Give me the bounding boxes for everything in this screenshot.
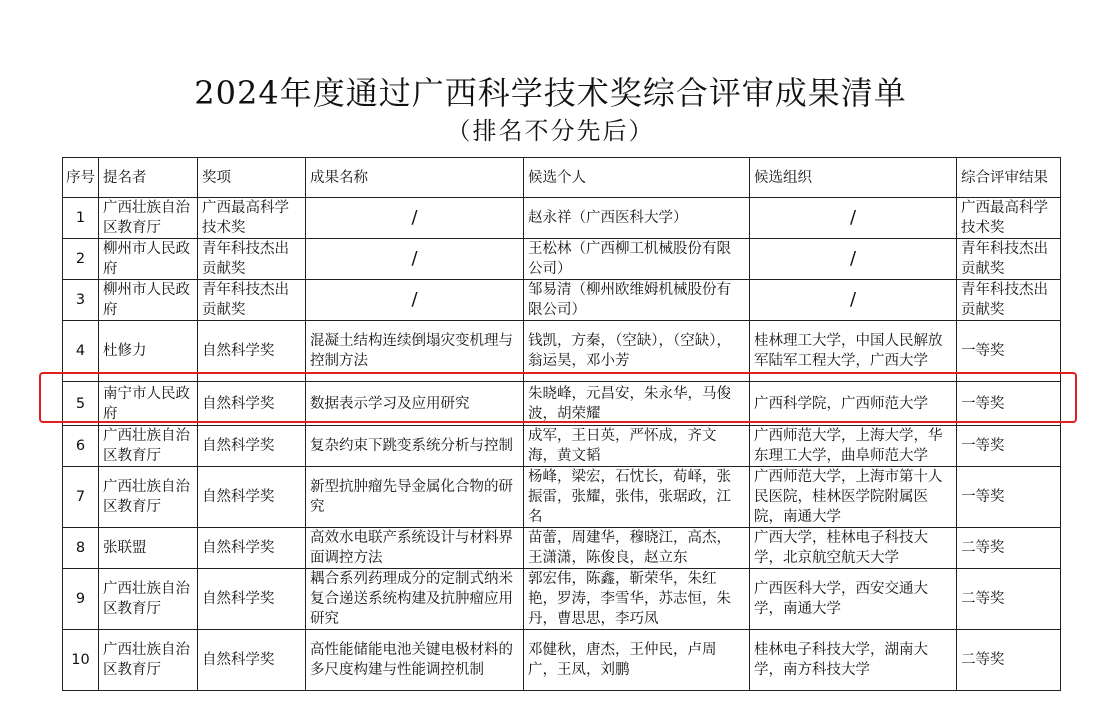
cell-achievement: 耦合系列药理成分的定制式纳米复合递送系统构建及抗肿瘤应用研究 [306,569,524,630]
table-row [63,239,1061,280]
cell-achievement: 混凝土结构连续倒塌灾变机理与控制方法 [306,321,524,382]
header-award: 奖项 [198,158,306,198]
table-row [63,426,1061,467]
cell-award: 自然科学奖 [198,382,306,426]
cell-candidates: 钱凯，方秦，（空缺），（空缺），翁运昊，邓小芳 [524,321,750,382]
cell-nominator: 广西壮族自治区教育厅 [99,569,198,630]
table-row-highlighted [63,382,1061,426]
cell-nominator: 张联盟 [99,528,198,569]
cell-index: 9 [63,569,99,630]
results-table [62,157,1061,691]
cell-nominator: 柳州市人民政府 [99,239,198,280]
cell-result: 一等奖 [957,467,1061,528]
cell-candidates: 赵永祥（广西医科大学） [524,198,750,239]
cell-nominator: 广西壮族自治区教育厅 [99,630,198,691]
cell-organizations: 广西师范大学，上海大学，华东理工大学，曲阜师范大学 [750,426,957,467]
cell-organizations: 广西医科大学，西安交通大学，南通大学 [750,569,957,630]
table-row [63,280,1061,321]
cell-nominator: 柳州市人民政府 [99,280,198,321]
cell-index: 3 [63,280,99,321]
table-row [63,198,1061,239]
table-row [63,569,1061,630]
table-row [63,630,1061,691]
cell-award: 青年科技杰出贡献奖 [198,239,306,280]
cell-organizations: 广西师范大学，上海市第十人民医院，桂林医学院附属医院，南通大学 [750,467,957,528]
cell-result: 二等奖 [957,569,1061,630]
cell-candidates: 朱晓峰，元昌安，朱永华，马俊波，胡荣耀 [524,382,750,426]
cell-award: 自然科学奖 [198,569,306,630]
cell-organizations: 桂林电子科技大学，湖南大学，南方科技大学 [750,630,957,691]
cell-organizations: / [750,198,957,239]
cell-award: 广西最高科学技术奖 [198,198,306,239]
cell-award: 自然科学奖 [198,528,306,569]
header-candidates: 候选个人 [524,158,750,198]
cell-organizations: 广西大学，桂林电子科技大学，北京航空航天大学 [750,528,957,569]
cell-result: 青年科技杰出贡献奖 [957,280,1061,321]
document-subtitle: （排名不分先后） [446,117,655,145]
cell-award: 自然科学奖 [198,467,306,528]
cell-award: 自然科学奖 [198,321,306,382]
cell-nominator: 广西壮族自治区教育厅 [99,467,198,528]
cell-achievement: / [306,198,524,239]
cell-result: 一等奖 [957,321,1061,382]
cell-index: 5 [63,382,99,426]
cell-award: 自然科学奖 [198,630,306,691]
table-row [63,528,1061,569]
cell-organizations: 桂林理工大学，中国人民解放军陆军工程大学，广西大学 [750,321,957,382]
cell-candidates: 杨峰，梁宏，石忱长，荀峄，张振雷，张耀，张伟，张琚政，江名 [524,467,750,528]
header-organizations: 候选组织 [750,158,957,198]
cell-index: 8 [63,528,99,569]
cell-nominator: 杜修力 [99,321,198,382]
cell-candidates: 王松林（广西柳工机械股份有限公司） [524,239,750,280]
cell-index: 10 [63,630,99,691]
cell-index: 7 [63,467,99,528]
cell-index: 4 [63,321,99,382]
cell-nominator: 广西壮族自治区教育厅 [99,198,198,239]
cell-result: 广西最高科学技术奖 [957,198,1061,239]
cell-nominator: 广西壮族自治区教育厅 [99,426,198,467]
cell-achievement: 数据表示学习及应用研究 [306,382,524,426]
cell-award: 青年科技杰出贡献奖 [198,280,306,321]
cell-candidates: 成军，王日英，严怀成，齐文海，黄文韬 [524,426,750,467]
cell-result: 二等奖 [957,528,1061,569]
cell-result: 一等奖 [957,426,1061,467]
cell-achievement: 新型抗肿瘤先导金属化合物的研究 [306,467,524,528]
cell-index: 6 [63,426,99,467]
cell-candidates: 郭宏伟，陈鑫，靳荣华，朱红艳，罗涛，李雪华，苏志恒，朱丹，曹思思，李巧凤 [524,569,750,630]
cell-candidates: 邹易清（柳州欧维姆机械股份有限公司） [524,280,750,321]
cell-result: 青年科技杰出贡献奖 [957,239,1061,280]
cell-achievement: / [306,280,524,321]
cell-organizations: / [750,239,957,280]
cell-candidates: 邓健秋，唐杰，王仲民，卢周广，王凤，刘鹏 [524,630,750,691]
cell-achievement: 高效水电联产系统设计与材料界面调控方法 [306,528,524,569]
header-achievement: 成果名称 [306,158,524,198]
table-row [63,467,1061,528]
cell-achievement: / [306,239,524,280]
cell-result: 一等奖 [957,382,1061,426]
cell-index: 2 [63,239,99,280]
cell-organizations: / [750,280,957,321]
cell-achievement: 高性能储能电池关键电极材料的多尺度构建与性能调控机制 [306,630,524,691]
header-index: 序号 [63,158,99,198]
header-result: 综合评审结果 [957,158,1061,198]
document-title: 2024年度通过广西科学技术奖综合评审成果清单 [194,74,907,112]
table-header-row [63,158,1061,198]
cell-organizations: 广西科学院，广西师范大学 [750,382,957,426]
cell-nominator: 南宁市人民政府 [99,382,198,426]
cell-award: 自然科学奖 [198,426,306,467]
cell-index: 1 [63,198,99,239]
header-nominator: 提名者 [99,158,198,198]
cell-candidates: 苗蕾，周建华，穆晓江，高杰，王潇潇，陈俊良，赵立东 [524,528,750,569]
cell-achievement: 复杂约束下跳变系统分析与控制 [306,426,524,467]
cell-result: 二等奖 [957,630,1061,691]
table-row [63,321,1061,382]
